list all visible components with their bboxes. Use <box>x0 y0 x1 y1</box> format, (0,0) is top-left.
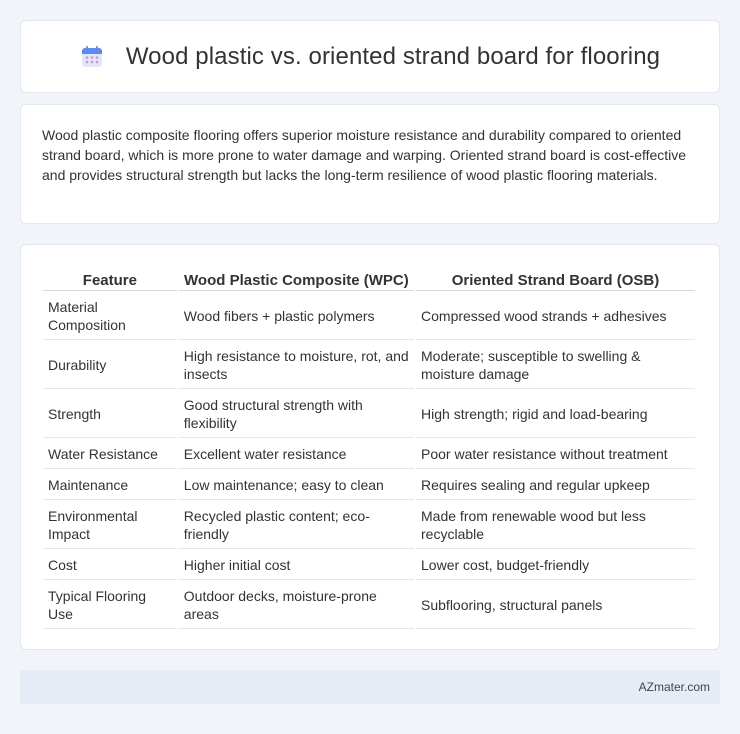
summary-text: Wood plastic composite flooring offers superior moisture resistance and durability compared to oriented strand board, which is more prone to water damage and warping. Oriented strand board is cost-effective and provides structural strength but lacks the long-term resilience of wood plastic flooring materials. <box>42 127 687 183</box>
wpc-cell: Recycled plastic content; eco-friendly <box>179 502 414 549</box>
table-header-row <box>43 267 695 291</box>
feature-cell: Maintenance <box>43 471 177 500</box>
header-wpc: Wood Plastic Composite (WPC) <box>179 267 414 291</box>
feature-cell: Environmental Impact <box>43 502 177 549</box>
title-card <box>20 20 720 93</box>
table-row <box>43 293 695 340</box>
feature-cell: Strength <box>43 391 177 438</box>
feature-cell: Water Resistance <box>43 440 177 469</box>
page-title: Wood plastic vs. oriented strand board for flooring <box>125 42 661 70</box>
osb-cell: Moderate; susceptible to swelling & moisture damage <box>416 342 695 389</box>
comparison-table <box>41 265 697 631</box>
osb-cell: Requires sealing and regular upkeep <box>416 471 695 500</box>
table-row <box>43 391 695 438</box>
title-wrap <box>80 43 660 71</box>
calendar-icon <box>80 45 104 69</box>
osb-cell: Poor water resistance without treatment <box>416 440 695 469</box>
osb-cell: Subflooring, structural panels <box>416 582 695 629</box>
table-row <box>43 471 695 500</box>
feature-cell: Typical Flooring Use <box>43 582 177 629</box>
wpc-cell: High resistance to moisture, rot, and insects <box>179 342 414 389</box>
header-feature: Feature <box>43 267 177 291</box>
header-osb: Oriented Strand Board (OSB) <box>416 267 695 291</box>
table-row <box>43 440 695 469</box>
summary-card <box>20 104 720 224</box>
osb-cell: Made from renewable wood but less recyclable <box>416 502 695 549</box>
table-row <box>43 582 695 629</box>
table-row <box>43 342 695 389</box>
wpc-cell: Low maintenance; easy to clean <box>179 471 414 500</box>
wpc-cell: Higher initial cost <box>179 551 414 580</box>
table-row <box>43 551 695 580</box>
wpc-cell: Wood fibers + plastic polymers <box>179 293 414 340</box>
footer-site-link[interactable]: AZmater.com <box>638 680 710 694</box>
feature-cell: Durability <box>43 342 177 389</box>
wpc-cell: Excellent water resistance <box>179 440 414 469</box>
feature-cell: Material Composition <box>43 293 177 340</box>
osb-cell: High strength; rigid and load-bearing <box>416 391 695 438</box>
table-row <box>43 502 695 549</box>
osb-cell: Compressed wood strands + adhesives <box>416 293 695 340</box>
table-card <box>20 244 720 650</box>
wpc-cell: Outdoor decks, moisture-prone areas <box>179 582 414 629</box>
wpc-cell: Good structural strength with flexibility <box>179 391 414 438</box>
footer <box>20 670 720 704</box>
osb-cell: Lower cost, budget-friendly <box>416 551 695 580</box>
feature-cell: Cost <box>43 551 177 580</box>
